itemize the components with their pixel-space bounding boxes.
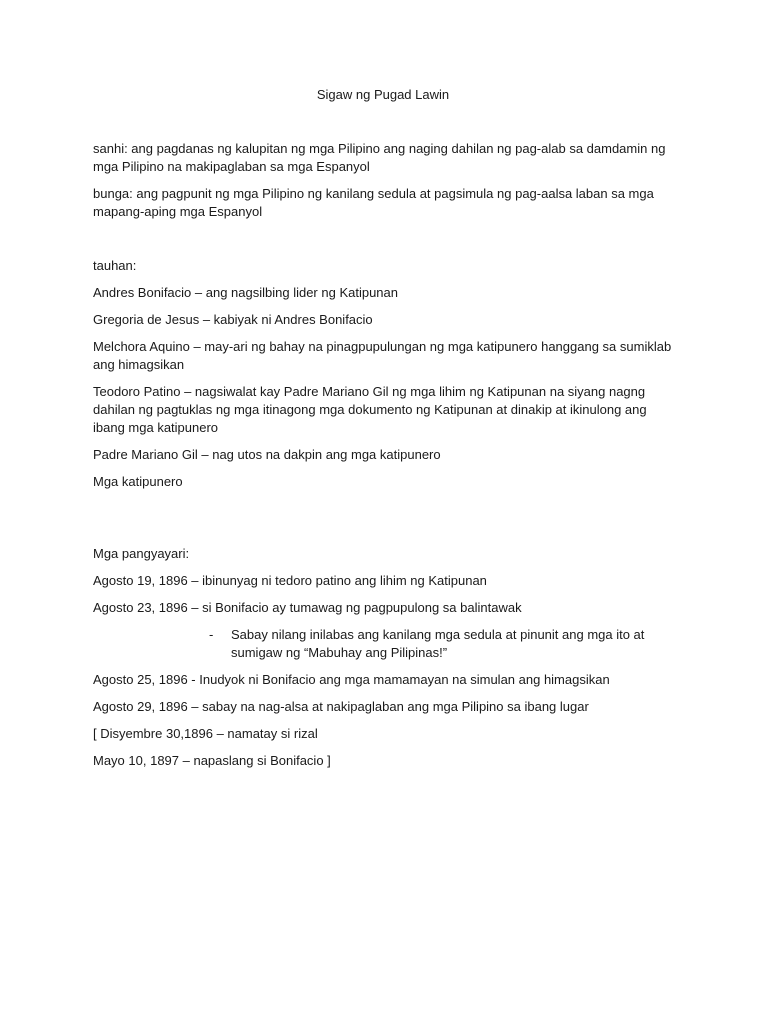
tauhan-item: Teodoro Patino – nagsiwalat kay Padre Mariano Gil ng mga lihim ng Katipunan na siyang nagng dahilan ng pagtuklas ng mga itinagong mga dokumento ng Katipunan at dinakip at ikinulong ang ibang mga katipunero	[93, 384, 647, 435]
pangyayari-item: Agosto 23, 1896 – si Bonifacio ay tumawag ng pagpupulong sa balintawak	[93, 600, 522, 615]
pangyayari-sub-item	[93, 626, 673, 662]
sanhi-paragraph: sanhi: ang pagdanas ng kalupitan ng mga Pilipino ang naging dahilan ng pag-alab sa damdamin ng mga Pilipino na makipaglaban sa mga Espanyol	[93, 141, 666, 174]
tauhan-item: Mga katipunero	[93, 474, 183, 489]
tauhan-item: Andres Bonifacio – ang nagsilbing lider ng Katipunan	[93, 285, 398, 300]
bunga-paragraph: bunga: ang pagpunit ng mga Pilipino ng kanilang sedula at pagsimula ng pag-aalsa laban sa mga mapang-aping mga Espanyol	[93, 186, 654, 219]
document-body	[93, 86, 673, 779]
document-title: Sigaw ng Pugad Lawin	[316, 87, 450, 102]
tauhan-item: Padre Mariano Gil – nag utos na dakpin ang mga katipunero	[93, 447, 441, 462]
pangyayari-item: Agosto 25, 1896 - Inudyok ni Bonifacio ang mga mamamayan na simulan ang himagsikan	[93, 672, 610, 687]
tauhan-item: Melchora Aquino – may-ari ng bahay na pinagpupulungan ng mga katipunero hanggang sa sumiklab ang himagsikan	[93, 339, 672, 372]
pangyayari-sub-item-text: Sabay nilang inilabas ang kanilang mga sedula at pinunit ang mga ito at sumigaw ng “Mabuhay ang Pilipinas!”	[231, 627, 645, 660]
pangyayari-item: Agosto 29, 1896 – sabay na nag-alsa at nakipaglaban ang mga Pilipino sa ibang lugar	[93, 699, 589, 714]
dash-bullet: -	[209, 627, 214, 642]
tauhan-item: Gregoria de Jesus – kabiyak ni Andres Bonifacio	[93, 312, 373, 327]
pangyayari-item: Mayo 10, 1897 – napaslang si Bonifacio ]	[93, 753, 331, 768]
pangyayari-item: [ Disyembre 30,1896 – namatay si rizal	[93, 726, 318, 741]
tauhan-heading: tauhan:	[93, 258, 137, 273]
pangyayari-heading: Mga pangyayari:	[93, 546, 190, 561]
pangyayari-item: Agosto 19, 1896 – ibinunyag ni tedoro patino ang lihim ng Katipunan	[93, 573, 487, 588]
